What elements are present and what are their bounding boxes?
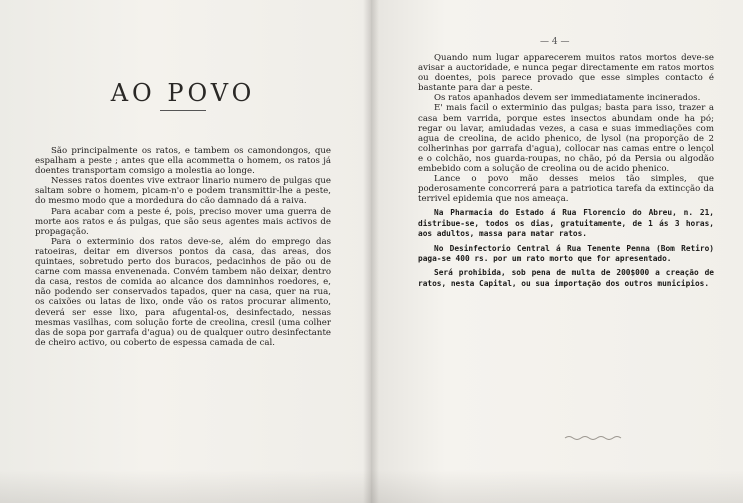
- right-page: [371, 0, 743, 503]
- paragraph: Quando num lugar apparecerem muitos ratos mortos deve-se avisar a auctoridade, e nunca pegar directamente em ratos mortos ou doentes, pois parece provado que esse simples contacto é bastante para dar a peste.: [418, 53, 714, 94]
- page-shadow: [0, 470, 743, 503]
- decorative-flourish-icon: [563, 434, 625, 442]
- right-text-column: [418, 53, 714, 289]
- left-text-column: [35, 146, 331, 348]
- notice-block: [418, 208, 714, 289]
- notice-paragraph: No Desinfectorio Central á Rua Tenente Penna (Bom Retiro) paga-se 400 rs. por um rato morto que for apresentado.: [418, 243, 714, 264]
- paragraph: Para o exterminio dos ratos deve-se, além do emprego das ratoeiras, deitar em diversos pontos da casa, das areas, dos quintaes, sobretudo perto dos buracos, pedacinhos de pão ou de carne com massa envenenada. Convém tambem não deixar, dentro da casa, restos de comida ao alcance dos damninhos roedores, e, não podendo ser conservados tapados, quer na casa, quer na rua, os caixões ou latas de lixo, onde vão os ratos procurar alimento, deverá ser esse lixo, para afugental-os, desinfectado, nessas mesmas vasilhas, com solução forte de creolina, cresil (uma colher das de sopa por garrafa d'agua) ou de qualquer outro desinfectante de cheiro activo, ou coberto de espessa camada de cal.: [35, 236, 331, 348]
- paragraph: São principalmente os ratos, e tambem os camondongos, que espalham a peste ; antes que ella acommetta o homem, os ratos já doentes transportam comsigo a molestia ao longe.: [35, 146, 331, 177]
- left-page: [0, 0, 371, 503]
- title-rule: [160, 110, 206, 111]
- paragraph: Os ratos apanhados devem ser immediatamente incinerados.: [434, 93, 701, 104]
- page-number: — 4 —: [540, 37, 570, 47]
- paragraph: Lance o povo mão desses meios tão simples, que poderosamente concorrerá para a patriotica tarefa da extincção da terrivel epidemia que nos ameaça.: [418, 174, 714, 205]
- page-title: AO POVO: [110, 79, 256, 107]
- book-gutter: [363, 0, 379, 503]
- notice-paragraph: Na Pharmacia do Estado á Rua Florencio do Abreu, n. 21, distribue-se, todos os dias, gratuitamente, de 1 ás 3 horas, aos adultos, massa para matar ratos.: [418, 208, 714, 239]
- notice-paragraph: Será prohibida, sob pena de multa de 200$000 a creação de ratos, nesta Capital, ou sua importação dos outros municipios.: [418, 268, 714, 288]
- paragraph: E' mais facil o exterminio das pulgas; basta para isso, trazer a casa bem varrida, porque estes insectos abundam onde ha pó; regar ou lavar, amiudadas vezes, a casa e suas immediações com agua de creolina, de acido phenico, de lysol (na proporção de 2 colherinhas por garrafa d'agua), collocar nas camas entre o lençol e o colchão, nos guarda-roupas, no chão, pó da Persia ou algodão embebido com a solução de creolina ou de acido phenico.: [418, 103, 714, 175]
- paragraph: Nesses ratos doentes vive extraor linario numero de pulgas que saltam sobre o homem, picam-n'o e podem transmittir-lhe a peste, do mesmo modo que a mordedura do cão damnado dá a raiva.: [35, 176, 331, 207]
- paragraph: Para acabar com a peste é, pois, preciso mover uma guerra de morte aos ratos e ás pulgas, que são seus agentes mais activos de propagação.: [35, 206, 331, 237]
